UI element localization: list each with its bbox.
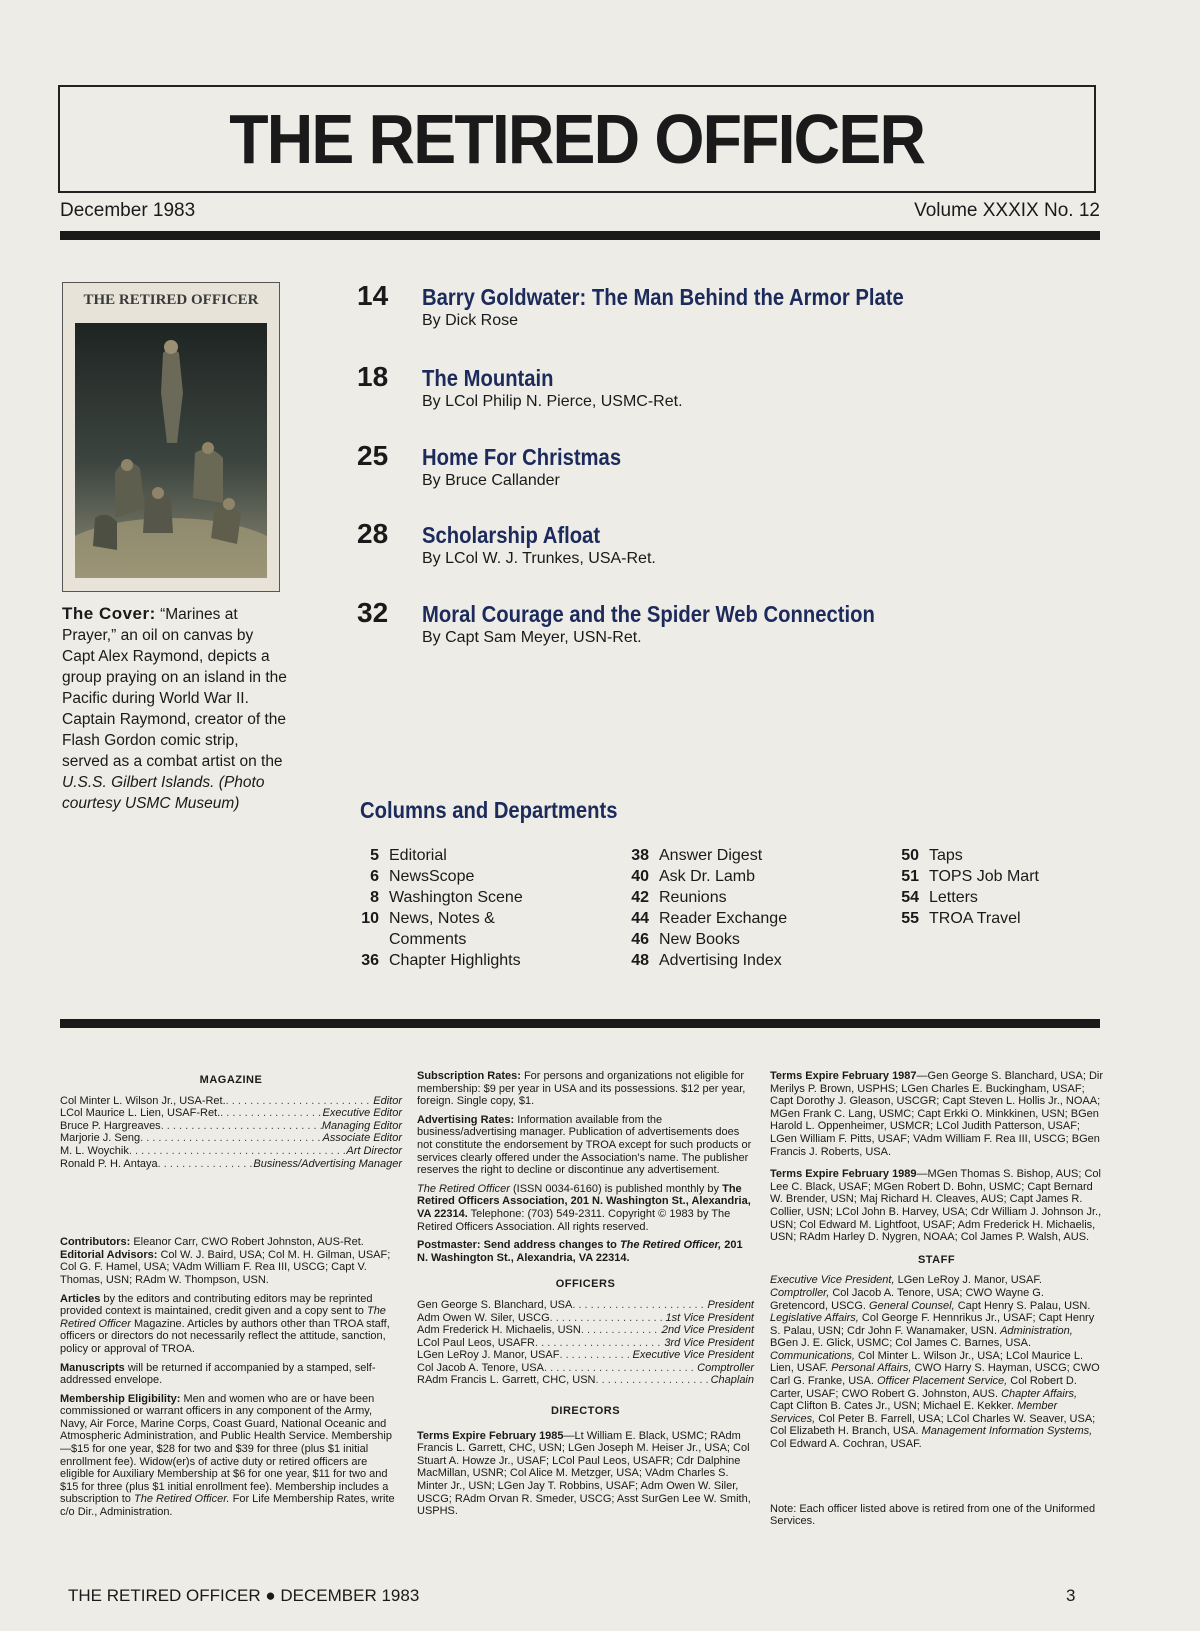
article-title[interactable]: The Mountain	[422, 365, 554, 391]
directors-1989-paragraph: Terms Expire February 1989—MGen Thomas S. Bishop, AUS; Col Lee C. Black, USAF; MGen Robert D. Bohn, USMC; Capt Bernard W. Brender, USN; Maj Richard H. Cleaves, AUS; Capt James R. Collier, USN; LCol John B. Harvey, USA; Cdr William J. Johnson Jr., USN; Col Edward M. Lightfoot, USAF; Adm Frederick H. Michaelis, USN; RAdm Harley D. Nygren, NOAA; Col James P. Walsh, AUS.	[770, 1168, 1102, 1244]
cover-caption-label: The Cover:	[62, 604, 156, 623]
directors-column	[770, 1070, 1103, 1534]
departments-column-3	[890, 845, 1039, 929]
cover-image-title: THE RETIRED OFFICER	[83, 292, 259, 308]
retired-note: Note: Each officer listed above is retired from one of the Uniformed Services.	[770, 1502, 1096, 1528]
publication-title: THE RETIRED OFFICER	[229, 100, 925, 178]
subscription-paragraph: Subscription Rates: For persons and organizations not eligible for membership: $9 per year in USA and its possessions. $12 per year, foreign. Single copy, $1.	[417, 1070, 746, 1108]
directors-heading: DIRECTORS	[550, 1405, 621, 1418]
departments-column-2	[620, 845, 787, 971]
department-item[interactable]: 50 Taps	[901, 847, 963, 864]
staff-row: M. L. Woychik . . . Art Director	[60, 1145, 402, 1158]
article-page: 32	[357, 597, 389, 628]
article-title[interactable]: Moral Courage and the Spider Web Connection	[422, 601, 875, 627]
masthead	[58, 85, 1096, 193]
staff-heading: STAFF	[917, 1253, 956, 1266]
article-title[interactable]: Barry Goldwater: The Man Behind the Armor Plate	[422, 284, 904, 310]
department-item[interactable]: 38 Answer Digest	[631, 847, 763, 864]
department-item: Comments	[389, 931, 467, 948]
departments-heading: Columns and Departments	[360, 797, 618, 823]
department-item[interactable]: 44 Reader Exchange	[631, 910, 788, 927]
departments-column-1	[350, 845, 523, 971]
department-item[interactable]: 6 NewsScope	[370, 868, 475, 885]
department-item[interactable]: 46 New Books	[631, 931, 740, 948]
officer-row: Gen George S. Blanchard, USA . . . President	[417, 1299, 754, 1312]
department-item[interactable]: 51 TOPS Job Mart	[901, 868, 1039, 885]
directors-1985-paragraph: Terms Expire February 1985—Lt William E. Black, USMC; RAdm Francis L. Garrett, CHC, USN; LGen Joseph M. Heiser Jr., USA; Col Stuart A. Howze Jr., USAF; LCol Paul Leos, USAFR; Cdr Dalphine MacMillan, USNR; Col Alice M. Metzger, USA; VAdm Charles S. Minter Jr., USN; LGen Jay T. Robbins, USAF; Adm Owen W. Siler, USCG; RAdm Orvan R. Smeder, USCG; Asst SurGen Lee W. Smith, USPHS.	[417, 1429, 751, 1518]
article-byline: By Capt Sam Meyer, USN-Ret.	[422, 629, 642, 646]
department-item[interactable]: 48 Advertising Index	[631, 952, 782, 969]
articles-paragraph: Articles by the editors and contributing editors may be reprinted provided context is maintained, credit given and a copy sent to The Retired Officer Magazine. Articles by authors other than TROA staff, officers or directors do not necessarily reflect the attitude, sanction, policy or approval of TROA.	[60, 1292, 390, 1355]
article-title[interactable]: Scholarship Afloat	[422, 522, 601, 548]
staff-row: Ronald P. H. Antaya . . . Business/Advertising Manager	[60, 1158, 402, 1171]
cover-image	[62, 282, 280, 592]
cover-caption-italic: U.S.S. Gilbert Islands. (Photo courtesy USMC Museum)	[62, 774, 265, 812]
article-page: 14	[357, 280, 389, 311]
officer-row: Col Jacob A. Tenore, USA . . . Comptroller	[417, 1362, 754, 1375]
page-number: 3	[1066, 1586, 1076, 1605]
officers-heading: OFFICERS	[555, 1278, 616, 1291]
magazine-column	[60, 1070, 402, 1525]
manuscripts-paragraph: Manuscripts will be returned if accompanied by a stamped, self-addressed envelope.	[60, 1361, 376, 1387]
directors-1987-paragraph: Terms Expire February 1987—Gen George S. Blanchard, USA; Dir Merilys P. Brown, USPHS; LGen Charles E. Buckingham, USAF; Capt Dorothy J. Gleason, USCGR; Capt Steven L. Hollis Jr., NOAA; MGen Frank C. Lang, USMC; Capt Erkki O. Minkkinen, USN; BGen Harold L. Oppenheimer, USMCR; LCol Judith Patterson, USAF; LGen William F. Pitts, USAF; VAdm William F. Rea III, USCG; BGen Francis J. Roberts, USA.	[770, 1070, 1104, 1158]
volume-number: Volume XXXIX No. 12	[914, 200, 1100, 221]
department-item[interactable]: 36 Chapter Highlights	[361, 952, 521, 969]
magazine-heading: MAGAZINE	[199, 1074, 263, 1086]
department-item[interactable]: 55 TROA Travel	[901, 910, 1021, 927]
staff-paragraph: Executive Vice President, LGen LeRoy J. Manor, USAF. Comptroller, Col Jacob A. Tenore, USA; CWO Wayne G. Gretencord, USCG. General Counsel, Capt Henry S. Palau, USN. Legislative Affairs, Col George F. Hennrikus Jr., USAF; Capt Henry S. Palau, USN; Cdr John F. Wanamaker, USN. Administration, BGen J. E. Glick, USMC; Col James C. Barnes, USA. Communications, Col Minter L. Wilson Jr., USA; LCol Maurice L. Lien, USAF. Personal Affairs, CWO Harry S. Hayman, USCG; CWO Carl G. Franke, USA. Officer Placement Service, Col Robert D. Carter, USAF; CWO Robert G. Johnston, AUS. Chapter Affairs, Capt Clifton B. Cates Jr., USN; Michael E. Kekker. Member Services, Col Peter B. Farrell, USA; LCol Charles W. Seaver, USA; Col Elizabeth H. Branch, USA. Management Information Systems, Col Edward A. Cochran, USAF.	[770, 1274, 1100, 1451]
article-byline: By Bruce Callander	[422, 472, 560, 489]
officer-row: LGen LeRoy J. Manor, USAF . . . Executive Vice President	[417, 1349, 754, 1362]
membership-paragraph: Membership Eligibility: Men and women who are or have been commissioned or warrant officers in any component of the Army, Navy, Air Force, Marine Corps, Coast Guard, National Oceanic and Atmospheric Administration, and Public Health Service. Membership—$15 for one year, $28 for two and $39 for three (plus $1 initial enrollment fee). Widow(er)s of active duty or retired officers are eligible for Auxiliary Membership at $6 for one year, $11 for two and $15 for three (plus $1 initial enrollment fee). Membership includes a subscription to The Retired Officer. For Life Membership Rates, write c/o Dir., Administration.	[60, 1392, 395, 1519]
officer-row: Adm Frederick H. Michaelis, USN . . . 2nd Vice President	[417, 1324, 754, 1337]
advertising-paragraph: Advertising Rates: Information available from the business/advertising manager. Publication of advertisements does not constitute the endorsement by TROA except for such products or services clearly offered under the Association's name. The publisher reserves the right to decline or discontinue any advertisement.	[417, 1113, 752, 1177]
article-page: 25	[357, 440, 389, 471]
top-rule	[60, 231, 1100, 240]
department-item[interactable]: 8 Washington Scene	[370, 889, 523, 906]
article-byline: By LCol Philip N. Pierce, USMC-Ret.	[422, 393, 683, 410]
department-item[interactable]: 5 Editorial	[370, 847, 447, 864]
cover-painting	[75, 323, 267, 578]
cover-caption	[62, 603, 287, 814]
article-byline: By LCol W. J. Trunkes, USA-Ret.	[422, 550, 656, 567]
department-item[interactable]: 10 News, Notes &	[361, 910, 495, 927]
staff-row: Marjorie J. Seng . . . Associate Editor	[60, 1132, 402, 1145]
department-item[interactable]: 40 Ask Dr. Lamb	[631, 868, 756, 885]
article-title[interactable]: Home For Christmas	[422, 444, 622, 470]
staff-row: LCol Maurice L. Lien, USAF-Ret. . . . Executive Editor	[60, 1107, 402, 1120]
contributors-paragraph: Contributors: Eleanor Carr, CWO Robert Johnston, AUS-Ret. Editorial Advisors: Col W. J. Baird, USA; Col M. H. Gilman, USAF; Col G. F. Hamel, USA; VAdm William F. Rea III, USCG; Capt V. Thomas, USN; RAdm W. Thompson, USN.	[60, 1236, 391, 1286]
postmaster-paragraph: Postmaster: Send address changes to The Retired Officer, 201 N. Washington St., Alexandria, VA 22314.	[417, 1239, 743, 1264]
publication-paragraph: The Retired Officer (ISSN 0034-6160) is published monthly by The Retired Officers Association, 201 N. Washington St., Alexandria, VA 22314. Telephone: (703) 549-2311. Copyright © 1983 by The Retired Officers Association. All rights reserved.	[417, 1182, 751, 1233]
officer-row: RAdm Francis L. Garrett, CHC, USN . . . Chaplain	[417, 1374, 754, 1387]
staff-row: Bruce P. Hargreaves . . . Managing Editor	[60, 1120, 402, 1133]
article-page: 28	[357, 518, 389, 549]
cover-caption-text: “Marines at Prayer,” an oil on canvas by Capt Alex Raymond, depicts a group praying on an island in the Pacific during World War II. Captain Raymond, creator of the Flash Gordon comic strip, served as a combat artist on the	[62, 606, 287, 770]
issue-date: December 1983	[60, 200, 196, 221]
department-item[interactable]: 42 Reunions	[631, 889, 727, 906]
officers-column	[417, 1070, 754, 1524]
article-page: 18	[357, 361, 389, 392]
article-byline: By Dick Rose	[422, 312, 519, 329]
staff-row: Col Minter L. Wilson Jr., USA-Ret. . . . Editor	[60, 1095, 402, 1108]
footer-running-title: THE RETIRED OFFICER ● DECEMBER 1983	[68, 1586, 420, 1605]
officer-row: LCol Paul Leos, USAFR . . . 3rd Vice President	[417, 1337, 754, 1350]
bottom-rule	[60, 1019, 1100, 1028]
officer-row: Adm Owen W. Siler, USCG . . . 1st Vice President	[417, 1312, 754, 1325]
department-item[interactable]: 54 Letters	[901, 889, 978, 906]
